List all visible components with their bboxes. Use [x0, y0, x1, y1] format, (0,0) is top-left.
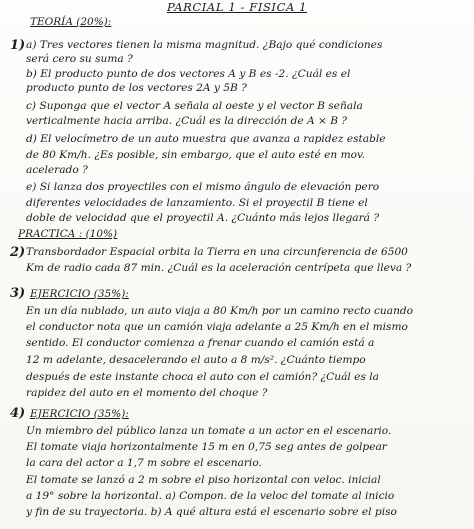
teoria-line: producto punto de los vectores 2A y 5B ?: [26, 82, 247, 94]
ejercicio2-line: El tomate se lanzó a 2 m sobre el piso horizontal con veloc. inicial: [26, 474, 381, 486]
ejercicio2-line: a 19° sobre la horizontal. a) Compon. de la veloc del tomate al inicio: [26, 490, 395, 502]
ejercicio2-line: la cara del actor a 1,7 m sobre el escenario.: [26, 457, 262, 469]
question-number-3: 3): [10, 286, 26, 301]
teoria-line: e) Si lanza dos proyectiles con el mismo ángulo de elevación pero: [26, 181, 380, 193]
teoria-line: de 80 Km/h. ¿Es posible, sin embargo, que el auto esté en mov.: [26, 149, 366, 161]
ejercicio1-line: 12 m adelante, desacelerando el auto a 8 m/s². ¿Cuánto tiempo: [26, 354, 366, 366]
practica-heading: PRACTICA : (10%): [18, 228, 118, 240]
question-number-4: 4): [10, 406, 26, 421]
teoria-line: acelerado ?: [26, 164, 88, 176]
practica-line: Km de radio cada 87 min. ¿Cuál es la aceleración centrípeta que lleva ?: [26, 262, 412, 274]
teoria-line: d) El velocímetro de un auto muestra que avanza a rapidez estable: [26, 133, 386, 145]
page-title: PARCIAL 1 - FISICA 1: [166, 0, 308, 14]
teoria-line: será cero su suma ?: [26, 53, 133, 65]
ejercicio1-line: el conductor nota que un camión viaja adelante a 25 Km/h en el mismo: [26, 321, 408, 333]
teoria-line: doble de velocidad que el proyectil A. ¿Cuánto más lejos llegará ?: [26, 212, 380, 224]
ejercicio2-heading: EJERCICIO (35%):: [30, 408, 129, 420]
question-number-2: 2): [10, 245, 26, 260]
ejercicio2-line: y fin de su trayectoria. b) A qué altura está el escenario sobre el piso: [26, 506, 397, 518]
teoria-line: b) El producto punto de dos vectores A y B es -2. ¿Cuál es el: [26, 68, 351, 80]
ejercicio1-line: después de este instante choca el auto con el camión? ¿Cuál es la: [26, 371, 379, 383]
ejercicio2-line: El tomate viaja horizontalmente 15 m en 0,75 seg antes de golpear: [26, 441, 387, 453]
ejercicio1-line: rapidez del auto en el momento del choque ?: [26, 387, 268, 399]
teoria-line: c) Suponga que el vector A señala al oeste y el vector B señala: [26, 100, 363, 112]
teoria-line: verticalmente hacia arriba. ¿Cuál es la dirección de A × B ?: [26, 115, 348, 127]
ejercicio1-line: sentido. El conductor comienza a frenar cuando el camión está a: [26, 337, 375, 349]
ejercicio1-heading: EJERCICIO (35%):: [30, 288, 129, 300]
teoria-heading: TEORÍA (20%):: [30, 16, 112, 28]
ejercicio2-line: Un miembro del público lanza un tomate a un actor en el escenario.: [26, 425, 392, 437]
ejercicio1-line: En un día nublado, un auto viaja a 80 Km/h por un camino recto cuando: [26, 305, 414, 317]
practica-line: Transbordador Espacial orbita la Tierra en una circunferencia de 6500: [26, 246, 408, 258]
question-number-1: 1): [10, 38, 26, 53]
teoria-line: a) Tres vectores tienen la misma magnitud. ¿Bajo qué condiciones: [26, 39, 383, 51]
teoria-line: diferentes velocidades de lanzamiento. Si el proyectil B tiene el: [26, 197, 368, 209]
